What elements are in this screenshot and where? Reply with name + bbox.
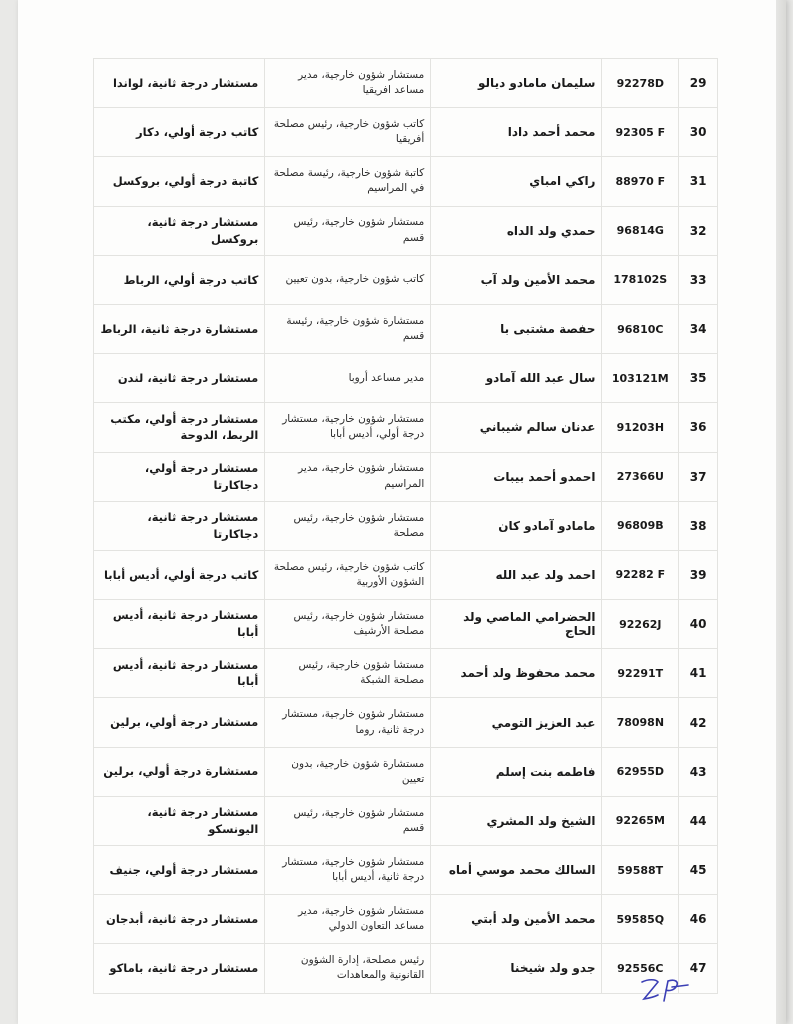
employee-code: 103121M [602, 354, 679, 403]
employee-name: محمد أحمد دادا [431, 108, 602, 157]
current-position: مستشا شؤون خارجية، رئيس مصلحة الشبكة [265, 649, 431, 698]
employee-name: محمد الأمين ولد أبتي [431, 895, 602, 944]
employee-name: فاطمه بنت إسلم [431, 747, 602, 796]
employee-name: احمدو أحمد بيبات [431, 452, 602, 501]
employee-code: 96814G [602, 206, 679, 255]
table-row [94, 354, 718, 403]
row-number: 30 [679, 108, 718, 157]
table-row [94, 255, 718, 304]
employee-code: 92265M [602, 796, 679, 845]
row-number: 37 [679, 452, 718, 501]
current-position: كاتب شؤون خارجية، رئيس مصلحة الشؤون الأوربية [265, 550, 431, 599]
row-number: 46 [679, 895, 718, 944]
current-position: مستشار شؤون خارجية، رئيس قسم [265, 206, 431, 255]
current-position: مستشارة شؤون خارجية، رئيسة قسم [265, 304, 431, 353]
new-assignment: كاتب درجة أولي، دكار [94, 108, 265, 157]
row-number: 31 [679, 157, 718, 206]
row-number: 41 [679, 649, 718, 698]
new-assignment: مستشار درجة ثانية، أديس أبابا [94, 600, 265, 649]
new-assignment: مستشار درجة أولي، مكتب الربط، الدوحة [94, 403, 265, 452]
current-position: كاتب شؤون خارجية، بدون تعيين [265, 255, 431, 304]
new-assignment: مستشارة درجة أولي، برلين [94, 747, 265, 796]
table-row [94, 846, 718, 895]
row-number: 44 [679, 796, 718, 845]
current-position: مستشار شؤون خارجية، مدير المراسيم [265, 452, 431, 501]
employee-name: سليمان مامادو ديالو [431, 59, 602, 108]
table-row [94, 698, 718, 747]
employee-code: 62955D [602, 747, 679, 796]
employee-name: راكي امباي [431, 157, 602, 206]
current-position: كاتب شؤون خارجية، رئيس مصلحة أفريقيا [265, 108, 431, 157]
new-assignment: مستشارة درجة ثانية، الرباط [94, 304, 265, 353]
employee-name: الشيخ ولد المشري [431, 796, 602, 845]
new-assignment: مستشار درجة أولي، جنيف [94, 846, 265, 895]
current-position: مستشارة شؤون خارجية، بدون تعيين [265, 747, 431, 796]
current-position: كاتبة شؤون خارجية، رئيسة مصلحة في المراسيم [265, 157, 431, 206]
current-position: مستشار شؤون خارجية، رئيس مصلحة [265, 501, 431, 550]
row-number: 29 [679, 59, 718, 108]
row-number: 39 [679, 550, 718, 599]
employee-name: عبد العزيز التومي [431, 698, 602, 747]
new-assignment: مستشار درجة أولي، برلين [94, 698, 265, 747]
employee-name: الحضرامي الماصي ولد الحاج [431, 600, 602, 649]
row-number: 42 [679, 698, 718, 747]
table-row [94, 157, 718, 206]
new-assignment: مستشار درجة ثانية، اليونسكو [94, 796, 265, 845]
table-row [94, 59, 718, 108]
table-row [94, 895, 718, 944]
new-assignment: مستشار درجة ثانية، دجاكارتا [94, 501, 265, 550]
new-assignment: مستشار درجة ثانية، لندن [94, 354, 265, 403]
employee-code: 92278D [602, 59, 679, 108]
current-position: مستشار شؤون خارجية، مستشار درجة ثانية، أديس أبابا [265, 846, 431, 895]
employee-code: 27366U [602, 452, 679, 501]
employee-code: 92291T [602, 649, 679, 698]
new-assignment: كاتب درجة أولي، أديس أبابا [94, 550, 265, 599]
employee-code: 92556C [602, 944, 679, 993]
current-position: مستشار شؤون خارجية، مدير مساعد افريقيا [265, 59, 431, 108]
current-position: مستشار شؤون خارجية، مستشار درجة أولي، أديس أبابا [265, 403, 431, 452]
table-row [94, 944, 718, 993]
current-position: رئيس مصلحة، إدارة الشؤون القانونية والمعاهدات [265, 944, 431, 993]
row-number: 40 [679, 600, 718, 649]
row-number: 47 [679, 944, 718, 993]
row-number: 38 [679, 501, 718, 550]
new-assignment: كاتب درجة أولي، الرباط [94, 255, 265, 304]
new-assignment: مستشار درجة ثانية، باماكو [94, 944, 265, 993]
employee-name: جدو ولد شيخنا [431, 944, 602, 993]
employee-code: 91203H [602, 403, 679, 452]
employee-name: محمد محفوظ ولد أحمد [431, 649, 602, 698]
table-row [94, 108, 718, 157]
table-row [94, 452, 718, 501]
row-number: 43 [679, 747, 718, 796]
employee-code: 92282 F [602, 550, 679, 599]
new-assignment: مستشار درجة ثانية، أديس أبابا [94, 649, 265, 698]
employee-code: 92262J [602, 600, 679, 649]
table-row [94, 747, 718, 796]
employee-code: 96809B [602, 501, 679, 550]
row-number: 34 [679, 304, 718, 353]
employee-name: احمد ولد عبد الله [431, 550, 602, 599]
row-number: 45 [679, 846, 718, 895]
employee-code: 88970 F [602, 157, 679, 206]
row-number: 32 [679, 206, 718, 255]
employee-code: 59588T [602, 846, 679, 895]
employee-name: حمدي ولد الداه [431, 206, 602, 255]
table-row [94, 550, 718, 599]
employee-name: سال عبد الله آمادو [431, 354, 602, 403]
table-row [94, 501, 718, 550]
table-row [94, 796, 718, 845]
appointments-table [93, 58, 718, 994]
employee-code: 59585Q [602, 895, 679, 944]
employee-code: 178102S [602, 255, 679, 304]
row-number: 33 [679, 255, 718, 304]
new-assignment: كاتبة درجة أولي، بروكسل [94, 157, 265, 206]
employee-code: 96810C [602, 304, 679, 353]
current-position: مستشار شؤون خارجية، مدير مساعد التعاون الدولي [265, 895, 431, 944]
current-position: مستشار شؤون خارجية، رئيس قسم [265, 796, 431, 845]
employee-name: حفصة مشتبى با [431, 304, 602, 353]
table-row [94, 304, 718, 353]
new-assignment: مستشار درجة ثانية، أبدجان [94, 895, 265, 944]
signature-icon [636, 975, 692, 1005]
current-position: مستشار شؤون خارجية، رئيس مصلحة الأرشيف [265, 600, 431, 649]
employee-name: السالك محمد موسي أماه [431, 846, 602, 895]
row-number: 35 [679, 354, 718, 403]
row-number: 36 [679, 403, 718, 452]
current-position: مستشار شؤون خارجية، مستشار درجة ثانية، روما [265, 698, 431, 747]
table-row [94, 403, 718, 452]
employee-name: مامادو آمادو كان [431, 501, 602, 550]
new-assignment: مستشار درجة ثانية، بروكسل [94, 206, 265, 255]
new-assignment: مستشار درجة ثانية، لواندا [94, 59, 265, 108]
new-assignment: مستشار درجة أولي، دجاكارتا [94, 452, 265, 501]
table-row [94, 600, 718, 649]
table-row [94, 206, 718, 255]
table-row [94, 649, 718, 698]
current-position: مدير مساعد أروبا [265, 354, 431, 403]
employee-name: عدنان سالم شيباني [431, 403, 602, 452]
employee-code: 78098N [602, 698, 679, 747]
employee-name: محمد الأمين ولد آب [431, 255, 602, 304]
document-page [18, 0, 786, 1024]
employee-code: 92305 F [602, 108, 679, 157]
page-edge-shadow [776, 0, 786, 1024]
